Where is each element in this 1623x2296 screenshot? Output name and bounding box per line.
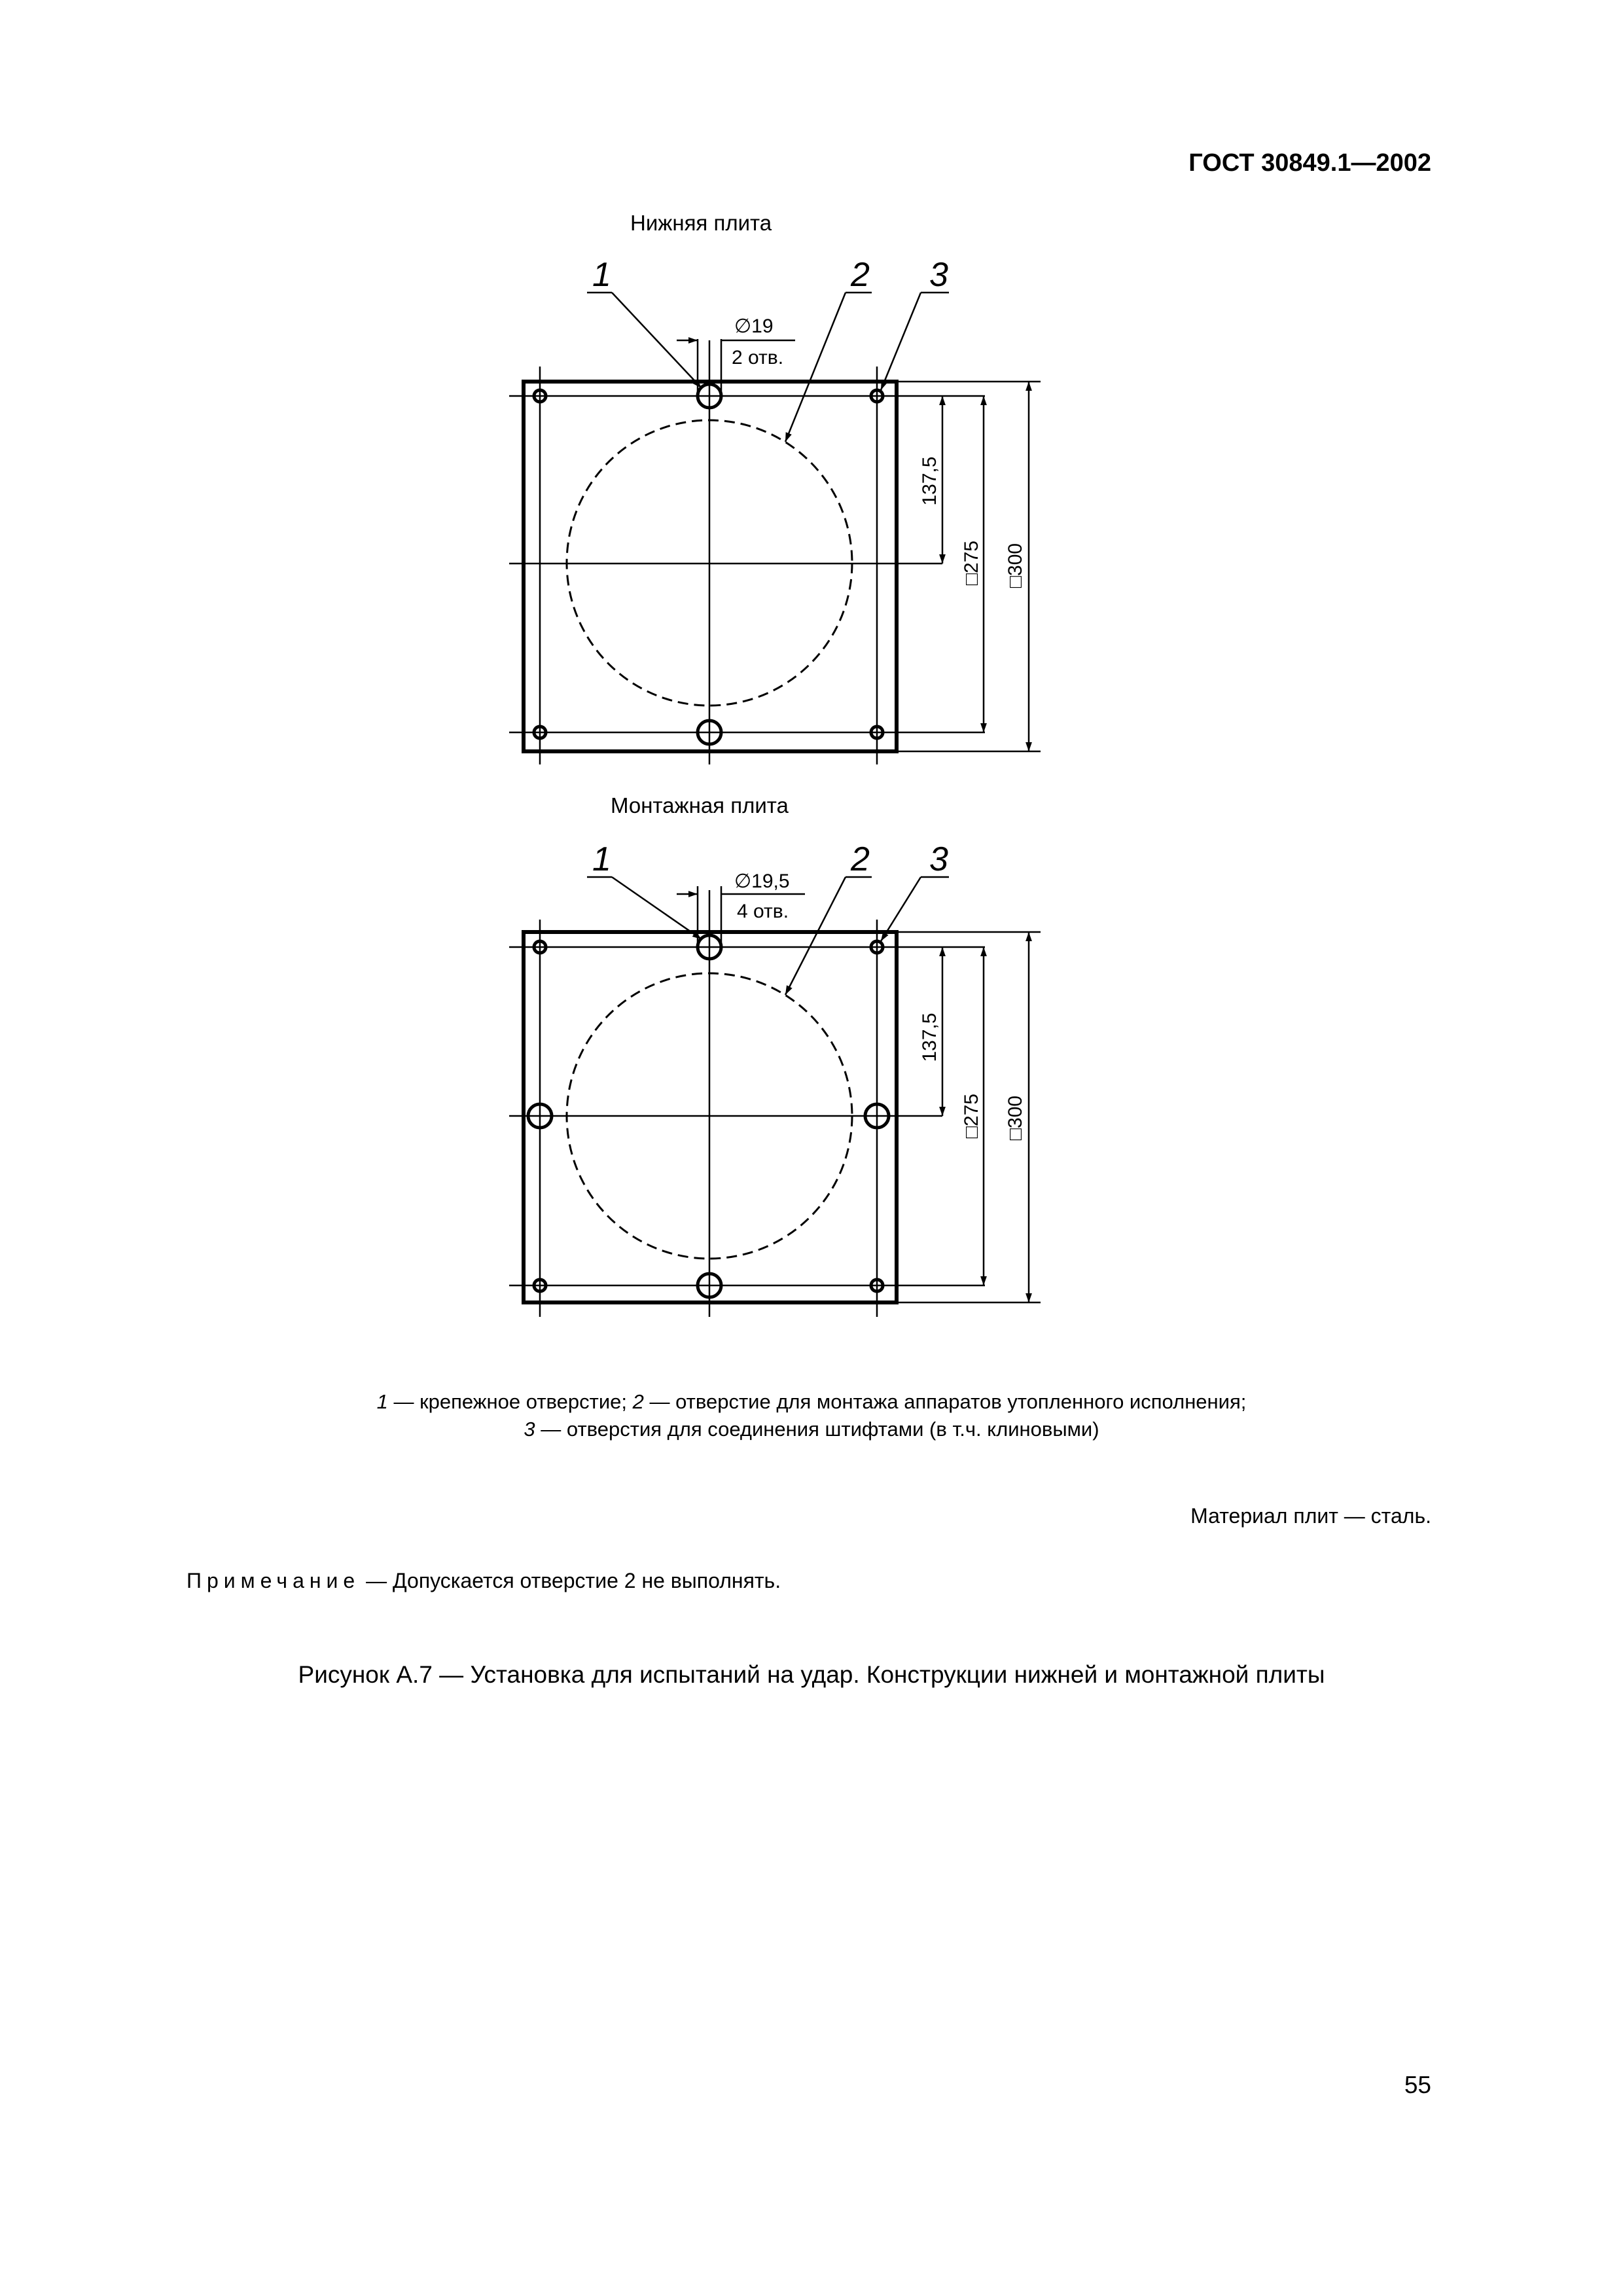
lower-plate-callout-2: 2 bbox=[851, 256, 870, 294]
legend-number-2: 2 bbox=[632, 1390, 644, 1413]
note bbox=[187, 1569, 781, 1593]
legend-text-2: — отверстие для монтажа аппаратов утопленного исполнения; bbox=[643, 1390, 1247, 1413]
legend-line-1 bbox=[0, 1388, 1623, 1416]
document-header: ГОСТ 30849.1—2002 bbox=[1188, 149, 1431, 177]
note-text: — Допускается отверстие 2 не выполнять. bbox=[360, 1569, 781, 1592]
lower-plate-callout-3: 3 bbox=[929, 256, 948, 294]
figure-title-lower-plate: Нижняя плита bbox=[630, 211, 772, 235]
lower-plate-dim-275-label: □275 bbox=[961, 540, 982, 586]
page-number: 55 bbox=[1404, 2072, 1431, 2098]
figure-title-mounting-plate: Монтажная плита bbox=[611, 793, 789, 817]
mounting-plate-hole-count: 4 отв. bbox=[737, 901, 789, 922]
mounting-plate-drawing bbox=[509, 840, 1041, 1317]
legend-text-3: — отверстия для соединения штифтами (в т.ч. клиновыми) bbox=[535, 1418, 1099, 1441]
lower-plate-hole-diameter: ∅19 bbox=[734, 315, 774, 337]
lower-plate-hole-count: 2 отв. bbox=[732, 347, 784, 368]
mounting-plate-callout-1-leader bbox=[612, 877, 702, 939]
note-label: Примечание bbox=[187, 1569, 361, 1592]
lower-plate-callout-3-leader bbox=[881, 293, 921, 390]
figure-caption: Рисунок А.7 — Установка для испытаний на удар. Конструкции нижней и монтажной плиты bbox=[298, 1661, 1325, 1688]
mounting-plate-callout-3: 3 bbox=[929, 840, 948, 878]
material-note: Материал плит — сталь. bbox=[1190, 1504, 1431, 1528]
lower-plate-callout-2-leader bbox=[785, 293, 846, 442]
legend-number-1: 1 bbox=[376, 1390, 388, 1413]
mounting-plate-dim-275-label: □275 bbox=[961, 1093, 982, 1139]
lower-plate-callout-1: 1 bbox=[592, 256, 611, 294]
lower-plate-drawing bbox=[509, 256, 1041, 764]
legend-text-1: — крепежное отверстие; bbox=[387, 1390, 633, 1413]
mounting-plate-callout-2: 2 bbox=[851, 840, 870, 878]
mounting-plate-dim-137-label: 137,5 bbox=[919, 1013, 940, 1062]
mounting-plate-dim-300-label: □300 bbox=[1005, 1095, 1026, 1141]
lower-plate-dim-300-label: □300 bbox=[1005, 543, 1026, 588]
mounting-plate-hole-diameter: ∅19,5 bbox=[734, 870, 790, 892]
legend-number-3: 3 bbox=[524, 1418, 535, 1441]
mounting-plate-callout-1: 1 bbox=[592, 840, 611, 878]
legend-line-2 bbox=[0, 1416, 1623, 1443]
lower-plate-dim-137-label: 137,5 bbox=[919, 456, 940, 506]
